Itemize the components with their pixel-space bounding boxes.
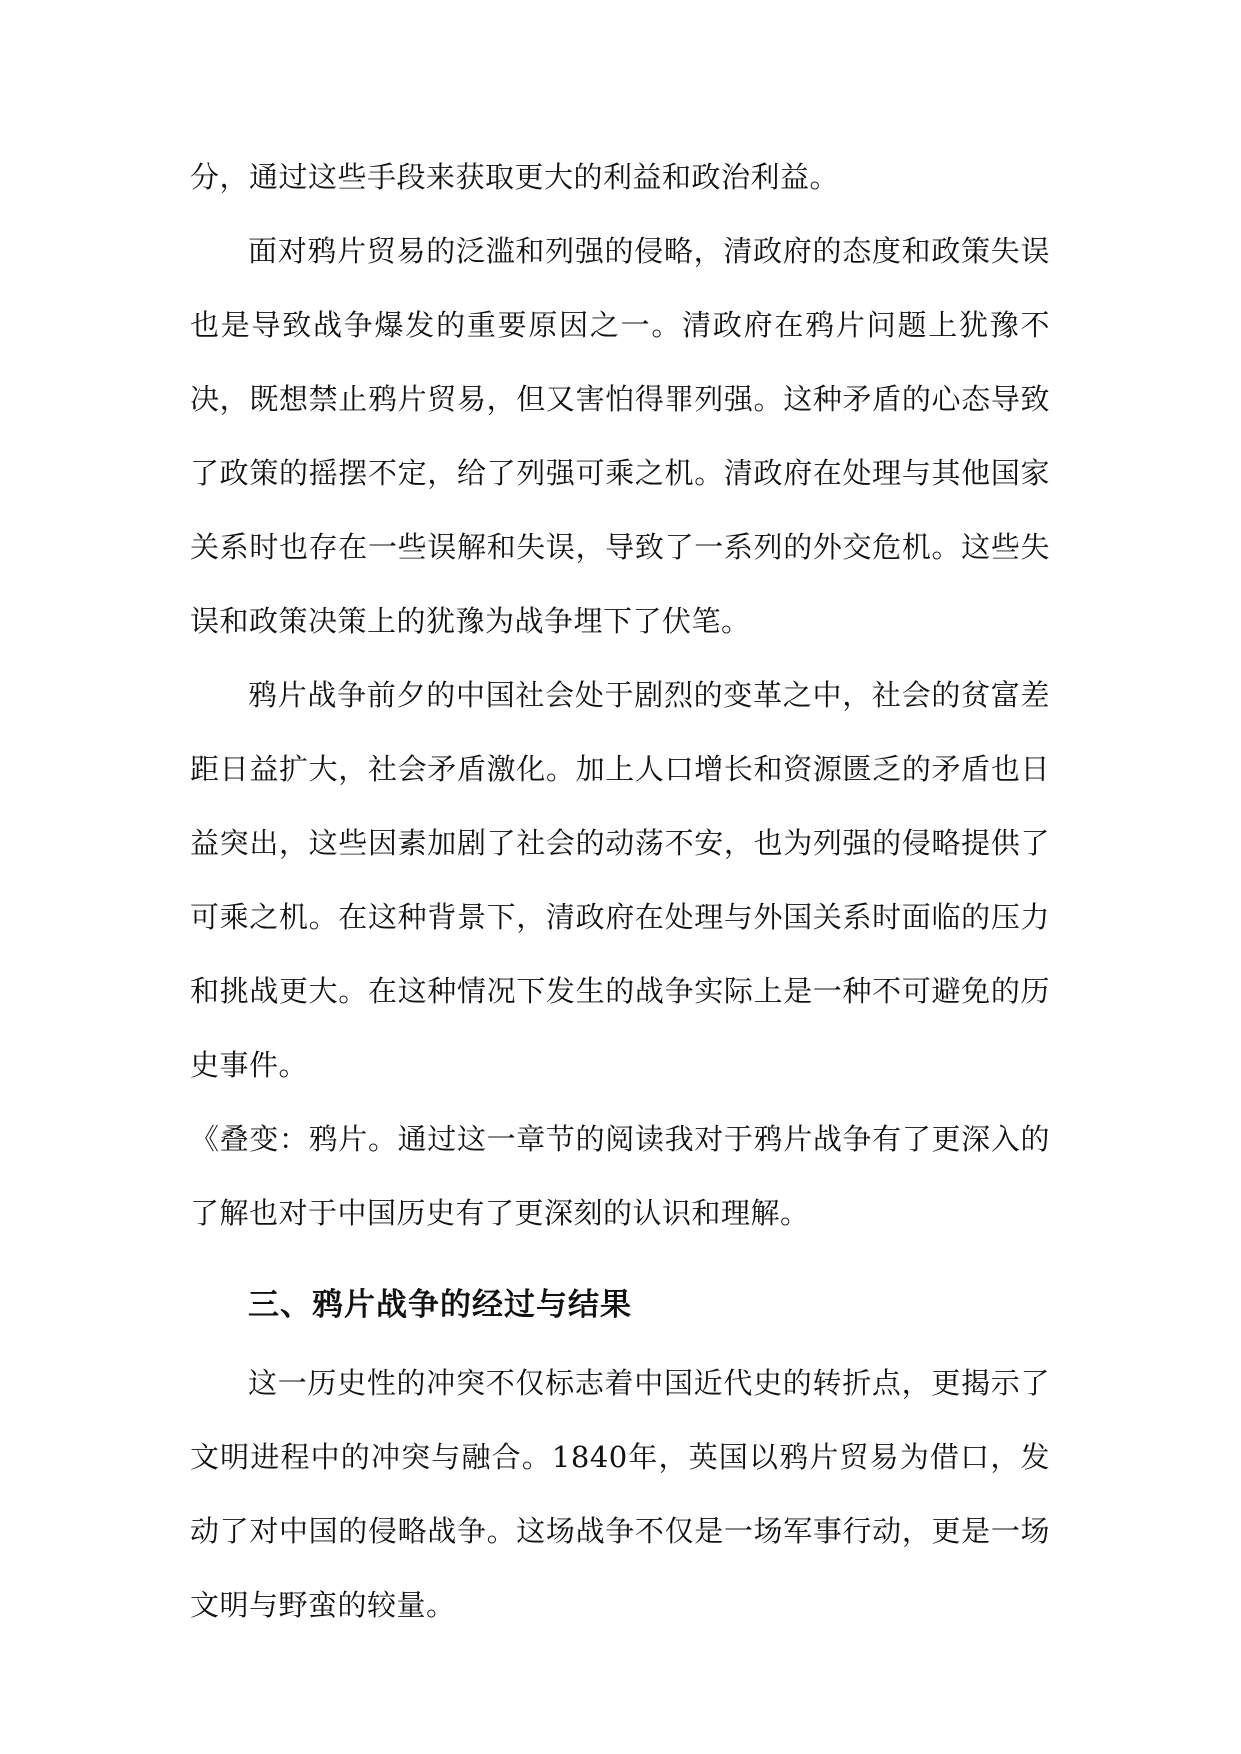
section-heading: 三、鸦片战争的经过与结果 bbox=[248, 1287, 632, 1323]
paragraph-qing-policy: 面对鸦片贸易的泛滥和列强的侵略，清政府的态度和政策失误也是导致战争爆发的重要原因之一。清政府在鸦片问题上犹豫不决，既想禁止鸦片贸易，但又害怕得罪列强。这种矛盾的心态导致了政策的摇摆不定，给了列强可乘之机。清政府在处理与其他国家关系时也存在一些误解和失误，导致了一系列的外交危机。这些失误和政策决策上的犹豫为战争埋下了伏笔。 bbox=[190, 234, 1050, 638]
document-body bbox=[190, 140, 1050, 1642]
paragraph-continuation: 分，通过这些手段来获取更大的利益和政治利益。 bbox=[190, 160, 840, 194]
paragraph-reading-note: 《叠变：鸦片。通过这一章节的阅读我对于鸦片战争有了更深入的了解也对于中国历史有了更深刻的认识和理解。 bbox=[190, 1122, 1050, 1230]
paragraph-social-change: 鸦片战争前夕的中国社会处于剧烈的变革之中，社会的贫富差距日益扩大，社会矛盾激化。加上人口增长和资源匮乏的矛盾也日益突出，这些因素加剧了社会的动荡不安，也为列强的侵略提供了可乘之机。在这种背景下，清政府在处理与外国关系时面临的压力和挑战更大。在这种情况下发生的战争实际上是一种不可避免的历史事件。 bbox=[190, 678, 1050, 1082]
paragraph-war-course: 这一历史性的冲突不仅标志着中国近代史的转折点，更揭示了文明进程中的冲突与融合。1840年，英国以鸦片贸易为借口，发动了对中国的侵略战争。这场战争不仅是一场军事行动，更是一场文明与野蛮的较量。 bbox=[190, 1366, 1050, 1622]
